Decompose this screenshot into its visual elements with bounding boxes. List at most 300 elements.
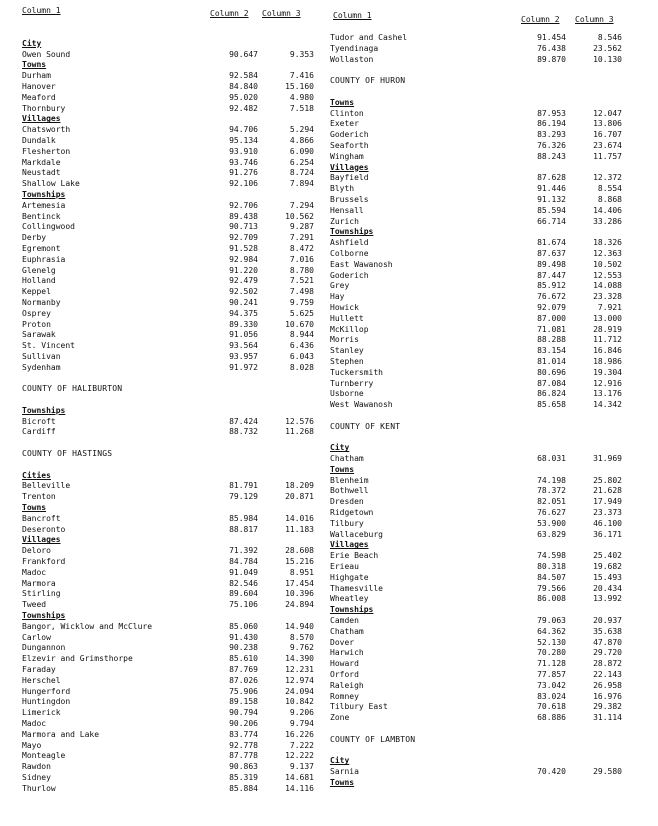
table-row: [22, 417, 322, 428]
table-row: [22, 525, 322, 536]
column-3-value: 8.554: [597, 184, 622, 194]
column-2-value: 79.566: [537, 583, 566, 593]
table-row: [330, 55, 630, 66]
place-name: East Wawanosh: [330, 259, 393, 269]
table-row: [330, 292, 630, 303]
column-3-value: 9.137: [289, 762, 314, 772]
table-row: [22, 546, 322, 557]
column-2-value: 84.784: [229, 557, 258, 567]
column-3-value: 8.028: [289, 362, 314, 372]
category-heading: [330, 756, 630, 767]
column-3-value: 13.992: [593, 594, 622, 604]
place-name: Zurich: [330, 216, 359, 226]
table-row: [22, 481, 322, 492]
table-row: [22, 255, 322, 266]
column-3-value: 17.949: [593, 497, 622, 507]
column-2-value: 92.706: [229, 200, 258, 210]
table-row: [330, 681, 630, 692]
column-2-value: 71.128: [537, 659, 566, 669]
column-3-value: 47.870: [593, 637, 622, 647]
place-name: Goderich: [330, 270, 369, 280]
heading-text: Townships: [330, 227, 374, 237]
place-name: Bicroft: [22, 416, 56, 426]
table-row: [22, 276, 322, 287]
column-2-value: 52.130: [537, 637, 566, 647]
place-name: Madoc: [22, 567, 47, 577]
column-3-value: 25.802: [593, 475, 622, 485]
column-3-value: 13.000: [593, 313, 622, 323]
table-row: [22, 287, 322, 298]
right-header-col3: Column 3: [575, 15, 614, 24]
column-2-value: 92.502: [229, 287, 258, 297]
place-name: Belleville: [22, 481, 71, 491]
right-header: [330, 6, 630, 28]
table-row: [22, 50, 322, 61]
place-name: Holland: [22, 276, 56, 286]
column-2-value: 89.498: [537, 259, 566, 269]
column-2-value: 90.713: [229, 222, 258, 232]
table-row: [22, 676, 322, 687]
column-3-value: 6.254: [289, 157, 314, 167]
place-name: Madoc: [22, 719, 47, 728]
column-2-value: 81.014: [537, 356, 566, 366]
table-row: [330, 562, 630, 573]
column-3-value: 5.294: [289, 125, 314, 135]
column-3-value: 12.916: [593, 378, 622, 388]
place-name: Tyendinaga: [330, 43, 379, 53]
column-3-value: 31.114: [593, 713, 622, 723]
column-3-value: 11.712: [593, 335, 622, 345]
place-name: Herschel: [22, 675, 61, 685]
column-3-value: 19.304: [593, 367, 622, 377]
column-2-value: 86.824: [537, 389, 566, 399]
table-row: [330, 584, 630, 595]
table-row: [330, 389, 630, 400]
column-2-value: 87.447: [537, 270, 566, 280]
category-heading: [22, 406, 322, 417]
right-rows: [330, 28, 630, 789]
table-row: [330, 400, 630, 411]
table-row: [22, 363, 322, 374]
column-2-value: 71.081: [537, 324, 566, 334]
column-2-value: 85.912: [537, 281, 566, 291]
left-header: [22, 6, 322, 28]
heading-text: COUNTY OF KENT: [330, 421, 401, 431]
table-row: [22, 158, 322, 169]
heading-text: COUNTY OF LAMBTON: [330, 734, 416, 744]
column-3-value: 23.328: [593, 292, 622, 302]
place-name: Markdale: [22, 157, 61, 167]
table-row: [330, 616, 630, 627]
place-name: Tuckersmith: [330, 367, 383, 377]
column-3-value: 31.969: [593, 454, 622, 464]
table-row: [330, 260, 630, 271]
column-2-value: 93.746: [229, 157, 258, 167]
column-3-value: 10.130: [593, 54, 622, 64]
place-name: Stephen: [330, 356, 364, 366]
column-2-value: 90.863: [229, 762, 258, 772]
column-2-value: 79.129: [229, 492, 258, 502]
place-name: Tweed: [22, 600, 47, 610]
column-2-value: 91.972: [229, 362, 258, 372]
column-3-value: 46.100: [593, 518, 622, 528]
column-2-value: 92.984: [229, 254, 258, 264]
left-rows: [22, 28, 322, 795]
table-row: [330, 195, 630, 206]
county-heading: [22, 384, 322, 395]
column-2-value: 92.106: [229, 179, 258, 189]
place-name: Hay: [330, 292, 345, 302]
column-2-value: 68.886: [537, 713, 566, 723]
spacer: [330, 65, 630, 76]
place-name: Sarawak: [22, 330, 56, 340]
column-2-value: 92.482: [229, 103, 258, 113]
table-row: [330, 508, 630, 519]
column-2-value: 92.584: [229, 71, 258, 81]
column-2-value: 87.026: [229, 675, 258, 685]
column-3-value: 25.402: [593, 551, 622, 561]
column-2-value: 91.056: [229, 330, 258, 340]
column-3-value: 22.143: [593, 670, 622, 680]
column-2-value: 90.794: [229, 708, 258, 718]
column-3-value: 15.493: [593, 572, 622, 582]
heading-text: Townships: [330, 605, 374, 615]
heading-text: Villages: [330, 162, 369, 172]
column-2-value: 85.984: [229, 513, 258, 523]
column-2-value: 91.049: [229, 567, 258, 577]
category-heading: [330, 98, 630, 109]
column-3-value: 8.546: [597, 33, 622, 42]
place-name: Euphrasia: [22, 254, 66, 264]
column-2-value: 75.106: [229, 600, 258, 610]
column-3-value: 7.416: [289, 71, 314, 81]
place-name: Chatham: [330, 454, 364, 464]
place-name: Proton: [22, 319, 51, 329]
place-name: Orford: [330, 670, 359, 680]
column-3-value: 8.951: [289, 567, 314, 577]
column-3-value: 15.160: [285, 81, 314, 91]
column-3-value: 6.436: [289, 341, 314, 351]
column-2-value: 74.598: [537, 551, 566, 561]
column-2-value: 92.479: [229, 276, 258, 286]
column-3-value: 26.958: [593, 680, 622, 690]
place-name: Artemesia: [22, 200, 66, 210]
place-name: Hensall: [330, 205, 364, 215]
place-name: Raleigh: [330, 680, 364, 690]
place-name: Goderich: [330, 130, 369, 140]
place-name: Tilbury: [330, 518, 364, 528]
column-2-value: 76.326: [537, 140, 566, 150]
table-row: [330, 249, 630, 260]
column-2-value: 91.132: [537, 194, 566, 204]
place-name: Thurlow: [22, 783, 56, 793]
column-3-value: 12.047: [593, 108, 622, 118]
category-heading: [22, 535, 322, 546]
column-2-value: 93.910: [229, 146, 258, 156]
table-row: [22, 352, 322, 363]
column-2-value: 94.706: [229, 125, 258, 135]
place-name: Tilbury East: [330, 702, 388, 712]
place-name: Chatsworth: [22, 125, 71, 135]
table-row: [330, 368, 630, 379]
table-row: [22, 136, 322, 147]
column-3-value: 17.454: [285, 578, 314, 588]
heading-text: Cities: [22, 470, 51, 480]
table-row: [22, 93, 322, 104]
column-2-value: 84.840: [229, 81, 258, 91]
place-name: Romney: [330, 691, 359, 701]
place-name: Wingham: [330, 151, 364, 161]
column-2-value: 76.438: [537, 43, 566, 53]
table-row: [22, 71, 322, 82]
column-3-value: 16.226: [285, 729, 314, 739]
table-row: [22, 708, 322, 719]
column-2-value: 85.594: [537, 205, 566, 215]
place-name: Tudor and Cashel: [330, 33, 408, 42]
table-row: [330, 767, 630, 778]
category-heading: [22, 114, 322, 125]
table-row: [22, 233, 322, 244]
place-name: Dundalk: [22, 135, 56, 145]
place-name: Dungannon: [22, 643, 66, 653]
column-2-value: 71.392: [229, 546, 258, 556]
column-2-value: 76.627: [537, 508, 566, 518]
heading-text: Villages: [22, 114, 61, 124]
table-row: [330, 648, 630, 659]
table-row: [330, 173, 630, 184]
column-2-value: 79.063: [537, 616, 566, 626]
table-row: [330, 357, 630, 368]
table-row: [330, 119, 630, 130]
table-row: [330, 519, 630, 530]
column-3-value: 5.625: [289, 308, 314, 318]
right-header-col1: Column 1: [333, 11, 372, 20]
column-3-value: 10.502: [593, 259, 622, 269]
column-3-value: 12.231: [285, 665, 314, 675]
place-name: Turnberry: [330, 378, 374, 388]
place-name: Stanley: [330, 346, 364, 356]
table-row: [330, 638, 630, 649]
column-2-value: 75.906: [229, 686, 258, 696]
place-name: Exeter: [330, 119, 359, 129]
column-2-value: 85.884: [229, 783, 258, 793]
column-2-value: 93.957: [229, 351, 258, 361]
place-name: Hanover: [22, 81, 56, 91]
table-row: [22, 104, 322, 115]
place-name: Normanby: [22, 297, 61, 307]
table-row: [22, 665, 322, 676]
place-name: Wallaceburg: [330, 529, 383, 539]
place-name: Deloro: [22, 546, 51, 556]
table-row: [330, 627, 630, 638]
heading-text: Villages: [22, 535, 61, 545]
table-row: [22, 762, 322, 773]
column-2-value: 81.791: [229, 481, 258, 491]
column-2-value: 87.000: [537, 313, 566, 323]
column-3-value: 9.206: [289, 708, 314, 718]
column-3-value: 8.780: [289, 265, 314, 275]
place-name: Frankford: [22, 557, 66, 567]
column-3-value: 23.373: [593, 508, 622, 518]
place-name: Dresden: [330, 497, 364, 507]
place-name: Flesherton: [22, 146, 71, 156]
column-3-value: 12.222: [285, 751, 314, 761]
column-3-value: 8.724: [289, 168, 314, 178]
place-name: Elzevir and Grimsthorpe: [22, 654, 133, 664]
column-2-value: 77.857: [537, 670, 566, 680]
table-row: [330, 335, 630, 346]
column-3-value: 4.866: [289, 135, 314, 145]
heading-text: COUNTY OF HALIBURTON: [22, 384, 123, 394]
left-header-col3: Column 3: [262, 9, 301, 18]
column-3-value: 11.268: [285, 427, 314, 437]
table-row: [330, 109, 630, 120]
column-3-value: 29.720: [593, 648, 622, 658]
column-3-value: 7.498: [289, 287, 314, 297]
category-heading: [22, 39, 322, 50]
column-2-value: 70.618: [537, 702, 566, 712]
table-row: [330, 486, 630, 497]
place-name: Deseronto: [22, 524, 66, 534]
place-name: Marmora and Lake: [22, 729, 100, 739]
table-row: [330, 551, 630, 562]
place-name: Brussels: [330, 194, 369, 204]
column-2-value: 85.658: [537, 400, 566, 410]
table-row: [22, 309, 322, 320]
column-2-value: 90.647: [229, 49, 258, 59]
place-name: Chatham: [330, 626, 364, 636]
column-2-value: 86.008: [537, 594, 566, 604]
spacer: [22, 28, 322, 39]
place-name: Usborne: [330, 389, 364, 399]
column-3-value: 13.176: [593, 389, 622, 399]
spacer: [22, 374, 322, 385]
column-2-value: 87.084: [537, 378, 566, 388]
place-name: St. Vincent: [22, 341, 75, 351]
column-2-value: 88.243: [537, 151, 566, 161]
heading-text: Townships: [22, 405, 66, 415]
column-3-value: 21.628: [593, 486, 622, 496]
table-row: [330, 141, 630, 152]
table-row: [22, 320, 322, 331]
place-name: Rawdon: [22, 762, 51, 772]
place-name: Blenheim: [330, 475, 369, 485]
column-3-value: 10.842: [285, 697, 314, 707]
heading-text: City: [22, 38, 42, 48]
heading-text: City: [330, 756, 350, 766]
table-row: [22, 600, 322, 611]
column-2-value: 91.446: [537, 184, 566, 194]
spacer: [22, 460, 322, 471]
place-name: Ashfield: [330, 238, 369, 248]
place-name: Sullivan: [22, 351, 61, 361]
table-row: [22, 568, 322, 579]
column-3-value: 7.894: [289, 179, 314, 189]
column-3-value: 9.762: [289, 643, 314, 653]
table-row: [22, 427, 322, 438]
column-3-value: 14.390: [285, 654, 314, 664]
table-row: [22, 784, 322, 795]
heading-text: Villages: [330, 540, 369, 550]
place-name: Faraday: [22, 665, 56, 675]
column-3-value: 10.396: [285, 589, 314, 599]
column-2-value: 88.817: [229, 524, 258, 534]
column-3-value: 23.674: [593, 140, 622, 150]
place-name: Colborne: [330, 248, 369, 258]
column-3-value: 12.553: [593, 270, 622, 280]
place-name: Egremont: [22, 243, 61, 253]
table-row: [330, 379, 630, 390]
place-name: Keppel: [22, 287, 51, 297]
column-2-value: 53.900: [537, 518, 566, 528]
category-heading: [330, 227, 630, 238]
column-3-value: 16.976: [593, 691, 622, 701]
table-row: [22, 687, 322, 698]
column-3-value: 19.682: [593, 562, 622, 572]
column-3-value: 8.868: [597, 194, 622, 204]
place-name: Bayfield: [330, 173, 369, 183]
column-3-value: 35.638: [593, 626, 622, 636]
place-name: Howick: [330, 302, 359, 312]
column-2-value: 92.709: [229, 233, 258, 243]
table-row: [330, 206, 630, 217]
column-2-value: 92.778: [229, 740, 258, 750]
column-2-value: 80.318: [537, 562, 566, 572]
place-name: Zone: [330, 713, 350, 723]
column-3-value: 14.088: [593, 281, 622, 291]
category-heading: [330, 540, 630, 551]
place-name: Neustadt: [22, 168, 61, 178]
category-heading: [330, 465, 630, 476]
column-2-value: 82.546: [229, 578, 258, 588]
place-name: Carlow: [22, 632, 51, 642]
column-3-value: 14.116: [285, 783, 314, 793]
table-row: [330, 670, 630, 681]
column-2-value: 70.280: [537, 648, 566, 658]
column-3-value: 33.286: [593, 216, 622, 226]
table-row: [22, 341, 322, 352]
column-3-value: 7.521: [289, 276, 314, 286]
column-3-value: 16.846: [593, 346, 622, 356]
place-name: Bentinck: [22, 211, 61, 221]
column-3-value: 24.894: [285, 600, 314, 610]
place-name: Derby: [22, 233, 47, 243]
column-2-value: 83.024: [537, 691, 566, 701]
column-3-value: 4.980: [289, 92, 314, 102]
table-row: [22, 492, 322, 503]
heading-text: COUNTY OF HASTINGS: [22, 449, 113, 459]
place-name: Limerick: [22, 708, 61, 718]
table-row: [22, 330, 322, 341]
heading-text: Towns: [22, 60, 47, 70]
spacer: [330, 432, 630, 443]
table-row: [330, 314, 630, 325]
table-row: [22, 514, 322, 525]
spacer: [330, 746, 630, 757]
category-heading: [330, 605, 630, 616]
column-3-value: 18.209: [285, 481, 314, 491]
column-2-value: 87.769: [229, 665, 258, 675]
column-3-value: 28.608: [285, 546, 314, 556]
column-3-value: 6.043: [289, 351, 314, 361]
column-3-value: 36.171: [593, 529, 622, 539]
heading-text: Townships: [22, 189, 66, 199]
spacer: [330, 411, 630, 422]
column-2-value: 91.276: [229, 168, 258, 178]
table-row: [22, 741, 322, 752]
place-name: Mayo: [22, 740, 42, 750]
place-name: Dover: [330, 637, 355, 647]
